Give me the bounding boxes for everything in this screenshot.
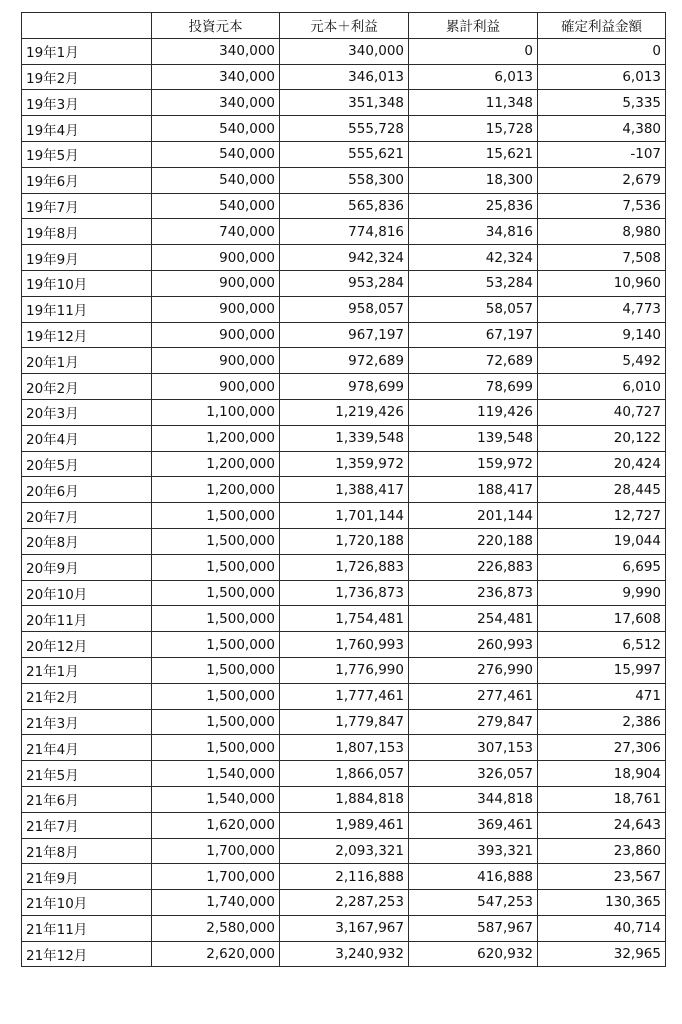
month-cell: 21年5月 — [22, 761, 152, 787]
month-cell: 19年3月 — [22, 90, 152, 116]
principal-cell: 1,500,000 — [152, 709, 280, 735]
table-row — [22, 399, 666, 425]
realized-profit-cell: 7,508 — [538, 245, 666, 271]
cumulative-profit-cell: 276,990 — [409, 657, 538, 683]
principal-plus-profit-cell: 1,884,818 — [280, 786, 409, 812]
realized-profit-cell: 40,727 — [538, 399, 666, 425]
realized-profit-cell: 6,010 — [538, 374, 666, 400]
realized-profit-cell: 12,727 — [538, 503, 666, 529]
cumulative-profit-cell: 15,621 — [409, 141, 538, 167]
realized-profit-cell: 19,044 — [538, 528, 666, 554]
principal-cell: 1,200,000 — [152, 425, 280, 451]
month-cell: 19年12月 — [22, 322, 152, 348]
table-row — [22, 374, 666, 400]
realized-profit-cell: -107 — [538, 141, 666, 167]
month-cell: 19年9月 — [22, 245, 152, 271]
month-cell: 20年5月 — [22, 451, 152, 477]
principal-plus-profit-cell: 1,219,426 — [280, 399, 409, 425]
realized-profit-cell: 2,679 — [538, 167, 666, 193]
principal-plus-profit-cell: 1,866,057 — [280, 761, 409, 787]
month-cell: 19年8月 — [22, 219, 152, 245]
month-cell: 21年7月 — [22, 812, 152, 838]
principal-cell: 540,000 — [152, 167, 280, 193]
table-row — [22, 38, 666, 64]
cumulative-profit-cell: 58,057 — [409, 296, 538, 322]
principal-cell: 1,500,000 — [152, 657, 280, 683]
month-cell: 21年11月 — [22, 915, 152, 941]
realized-profit-cell: 6,512 — [538, 632, 666, 658]
table-row — [22, 864, 666, 890]
principal-plus-profit-cell: 1,701,144 — [280, 503, 409, 529]
month-cell: 20年8月 — [22, 528, 152, 554]
table-row — [22, 451, 666, 477]
table-row — [22, 219, 666, 245]
principal-cell: 1,200,000 — [152, 451, 280, 477]
table-row — [22, 503, 666, 529]
cumulative-profit-cell: 369,461 — [409, 812, 538, 838]
table-row — [22, 425, 666, 451]
realized-profit-cell: 18,904 — [538, 761, 666, 787]
month-cell: 19年7月 — [22, 193, 152, 219]
month-cell: 21年12月 — [22, 941, 152, 967]
principal-cell: 1,100,000 — [152, 399, 280, 425]
table-row — [22, 90, 666, 116]
principal-cell: 1,200,000 — [152, 477, 280, 503]
principal-plus-profit-cell: 1,779,847 — [280, 709, 409, 735]
principal-plus-profit-cell: 340,000 — [280, 38, 409, 64]
principal-plus-profit-cell: 1,339,548 — [280, 425, 409, 451]
principal-cell: 740,000 — [152, 219, 280, 245]
realized-profit-cell: 7,536 — [538, 193, 666, 219]
principal-plus-profit-cell: 967,197 — [280, 322, 409, 348]
table-row — [22, 683, 666, 709]
principal-plus-profit-cell: 1,359,972 — [280, 451, 409, 477]
principal-cell: 340,000 — [152, 38, 280, 64]
principal-plus-profit-cell: 558,300 — [280, 167, 409, 193]
table-row — [22, 606, 666, 632]
table-row — [22, 167, 666, 193]
cumulative-profit-cell: 72,689 — [409, 348, 538, 374]
table-row — [22, 193, 666, 219]
realized-profit-cell: 20,122 — [538, 425, 666, 451]
principal-plus-profit-cell: 1,760,993 — [280, 632, 409, 658]
table-row — [22, 812, 666, 838]
header-principal: 投資元本 — [152, 13, 280, 39]
table-row — [22, 657, 666, 683]
cumulative-profit-cell: 620,932 — [409, 941, 538, 967]
principal-cell: 540,000 — [152, 116, 280, 142]
month-cell: 21年8月 — [22, 838, 152, 864]
principal-plus-profit-cell: 774,816 — [280, 219, 409, 245]
cumulative-profit-cell: 159,972 — [409, 451, 538, 477]
table-row — [22, 941, 666, 967]
principal-cell: 1,700,000 — [152, 838, 280, 864]
realized-profit-cell: 4,380 — [538, 116, 666, 142]
realized-profit-cell: 23,567 — [538, 864, 666, 890]
month-cell: 20年3月 — [22, 399, 152, 425]
principal-plus-profit-cell: 351,348 — [280, 90, 409, 116]
month-cell: 20年2月 — [22, 374, 152, 400]
month-cell: 21年6月 — [22, 786, 152, 812]
realized-profit-cell: 471 — [538, 683, 666, 709]
cumulative-profit-cell: 326,057 — [409, 761, 538, 787]
principal-plus-profit-cell: 555,621 — [280, 141, 409, 167]
principal-plus-profit-cell: 1,776,990 — [280, 657, 409, 683]
month-cell: 21年10月 — [22, 890, 152, 916]
month-cell: 19年5月 — [22, 141, 152, 167]
principal-plus-profit-cell: 1,726,883 — [280, 554, 409, 580]
month-cell: 20年12月 — [22, 632, 152, 658]
principal-cell: 1,620,000 — [152, 812, 280, 838]
principal-cell: 1,500,000 — [152, 503, 280, 529]
cumulative-profit-cell: 416,888 — [409, 864, 538, 890]
month-cell: 19年2月 — [22, 64, 152, 90]
cumulative-profit-cell: 188,417 — [409, 477, 538, 503]
principal-plus-profit-cell: 1,720,188 — [280, 528, 409, 554]
realized-profit-cell: 28,445 — [538, 477, 666, 503]
principal-plus-profit-cell: 3,167,967 — [280, 915, 409, 941]
header-row — [22, 13, 666, 39]
realized-profit-cell: 23,860 — [538, 838, 666, 864]
principal-cell: 900,000 — [152, 296, 280, 322]
table-row — [22, 580, 666, 606]
realized-profit-cell: 130,365 — [538, 890, 666, 916]
header-cumulative-profit: 累計利益 — [409, 13, 538, 39]
realized-profit-cell: 32,965 — [538, 941, 666, 967]
principal-cell: 1,700,000 — [152, 864, 280, 890]
realized-profit-cell: 9,990 — [538, 580, 666, 606]
principal-cell: 1,500,000 — [152, 554, 280, 580]
cumulative-profit-cell: 42,324 — [409, 245, 538, 271]
cumulative-profit-cell: 393,321 — [409, 838, 538, 864]
cumulative-profit-cell: 34,816 — [409, 219, 538, 245]
realized-profit-cell: 6,013 — [538, 64, 666, 90]
cumulative-profit-cell: 11,348 — [409, 90, 538, 116]
principal-plus-profit-cell: 972,689 — [280, 348, 409, 374]
month-cell: 21年4月 — [22, 735, 152, 761]
realized-profit-cell: 5,335 — [538, 90, 666, 116]
cumulative-profit-cell: 0 — [409, 38, 538, 64]
month-cell: 21年3月 — [22, 709, 152, 735]
cumulative-profit-cell: 344,818 — [409, 786, 538, 812]
month-cell: 20年7月 — [22, 503, 152, 529]
month-cell: 19年1月 — [22, 38, 152, 64]
principal-plus-profit-cell: 1,388,417 — [280, 477, 409, 503]
table-row — [22, 270, 666, 296]
principal-plus-profit-cell: 1,807,153 — [280, 735, 409, 761]
realized-profit-cell: 17,608 — [538, 606, 666, 632]
month-cell: 20年9月 — [22, 554, 152, 580]
table-row — [22, 761, 666, 787]
principal-cell: 540,000 — [152, 141, 280, 167]
table-row — [22, 554, 666, 580]
principal-cell: 900,000 — [152, 374, 280, 400]
cumulative-profit-cell: 547,253 — [409, 890, 538, 916]
cumulative-profit-cell: 279,847 — [409, 709, 538, 735]
realized-profit-cell: 24,643 — [538, 812, 666, 838]
principal-plus-profit-cell: 555,728 — [280, 116, 409, 142]
principal-cell: 900,000 — [152, 348, 280, 374]
cumulative-profit-cell: 15,728 — [409, 116, 538, 142]
principal-cell: 340,000 — [152, 64, 280, 90]
table-row — [22, 141, 666, 167]
cumulative-profit-cell: 587,967 — [409, 915, 538, 941]
table-row — [22, 915, 666, 941]
principal-plus-profit-cell: 953,284 — [280, 270, 409, 296]
month-cell: 20年10月 — [22, 580, 152, 606]
realized-profit-cell: 40,714 — [538, 915, 666, 941]
header-realized-profit: 確定利益金額 — [538, 13, 666, 39]
month-cell: 19年4月 — [22, 116, 152, 142]
principal-plus-profit-cell: 2,287,253 — [280, 890, 409, 916]
month-cell: 20年6月 — [22, 477, 152, 503]
principal-plus-profit-cell: 942,324 — [280, 245, 409, 271]
principal-plus-profit-cell: 2,116,888 — [280, 864, 409, 890]
realized-profit-cell: 10,960 — [538, 270, 666, 296]
principal-cell: 1,540,000 — [152, 786, 280, 812]
realized-profit-cell: 18,761 — [538, 786, 666, 812]
table-row — [22, 890, 666, 916]
cumulative-profit-cell: 236,873 — [409, 580, 538, 606]
header-month — [22, 13, 152, 39]
table-row — [22, 116, 666, 142]
table-row — [22, 296, 666, 322]
principal-cell: 2,580,000 — [152, 915, 280, 941]
table-row — [22, 528, 666, 554]
principal-plus-profit-cell: 958,057 — [280, 296, 409, 322]
realized-profit-cell: 8,980 — [538, 219, 666, 245]
table-row — [22, 245, 666, 271]
principal-plus-profit-cell: 346,013 — [280, 64, 409, 90]
cumulative-profit-cell: 139,548 — [409, 425, 538, 451]
principal-cell: 1,500,000 — [152, 528, 280, 554]
realized-profit-cell: 2,386 — [538, 709, 666, 735]
month-cell: 20年4月 — [22, 425, 152, 451]
cumulative-profit-cell: 25,836 — [409, 193, 538, 219]
realized-profit-cell: 20,424 — [538, 451, 666, 477]
table-row — [22, 786, 666, 812]
month-cell: 19年10月 — [22, 270, 152, 296]
principal-cell: 1,500,000 — [152, 606, 280, 632]
month-cell: 20年11月 — [22, 606, 152, 632]
principal-cell: 540,000 — [152, 193, 280, 219]
cumulative-profit-cell: 6,013 — [409, 64, 538, 90]
principal-plus-profit-cell: 565,836 — [280, 193, 409, 219]
realized-profit-cell: 9,140 — [538, 322, 666, 348]
cumulative-profit-cell: 53,284 — [409, 270, 538, 296]
table-row — [22, 477, 666, 503]
month-cell: 21年9月 — [22, 864, 152, 890]
table-row — [22, 322, 666, 348]
realized-profit-cell: 27,306 — [538, 735, 666, 761]
principal-cell: 900,000 — [152, 245, 280, 271]
principal-plus-profit-cell: 1,777,461 — [280, 683, 409, 709]
principal-cell: 2,620,000 — [152, 941, 280, 967]
principal-cell: 1,500,000 — [152, 735, 280, 761]
realized-profit-cell: 0 — [538, 38, 666, 64]
investment-table — [21, 12, 666, 967]
realized-profit-cell: 15,997 — [538, 657, 666, 683]
table-header — [22, 13, 666, 39]
principal-plus-profit-cell: 3,240,932 — [280, 941, 409, 967]
principal-cell: 900,000 — [152, 270, 280, 296]
month-cell: 21年1月 — [22, 657, 152, 683]
cumulative-profit-cell: 119,426 — [409, 399, 538, 425]
table-row — [22, 64, 666, 90]
month-cell: 20年1月 — [22, 348, 152, 374]
realized-profit-cell: 4,773 — [538, 296, 666, 322]
principal-plus-profit-cell: 1,754,481 — [280, 606, 409, 632]
cumulative-profit-cell: 18,300 — [409, 167, 538, 193]
principal-cell: 1,500,000 — [152, 580, 280, 606]
realized-profit-cell: 6,695 — [538, 554, 666, 580]
header-principal-plus-profit: 元本＋利益 — [280, 13, 409, 39]
cumulative-profit-cell: 226,883 — [409, 554, 538, 580]
cumulative-profit-cell: 254,481 — [409, 606, 538, 632]
cumulative-profit-cell: 201,144 — [409, 503, 538, 529]
principal-cell: 1,500,000 — [152, 683, 280, 709]
month-cell: 19年11月 — [22, 296, 152, 322]
principal-plus-profit-cell: 1,989,461 — [280, 812, 409, 838]
principal-cell: 900,000 — [152, 322, 280, 348]
table-row — [22, 348, 666, 374]
principal-cell: 1,540,000 — [152, 761, 280, 787]
principal-cell: 1,740,000 — [152, 890, 280, 916]
principal-cell: 340,000 — [152, 90, 280, 116]
cumulative-profit-cell: 307,153 — [409, 735, 538, 761]
table-row — [22, 709, 666, 735]
cumulative-profit-cell: 277,461 — [409, 683, 538, 709]
month-cell: 21年2月 — [22, 683, 152, 709]
cumulative-profit-cell: 260,993 — [409, 632, 538, 658]
month-cell: 19年6月 — [22, 167, 152, 193]
principal-plus-profit-cell: 1,736,873 — [280, 580, 409, 606]
table-body — [22, 38, 666, 967]
cumulative-profit-cell: 67,197 — [409, 322, 538, 348]
table-row — [22, 838, 666, 864]
principal-plus-profit-cell: 2,093,321 — [280, 838, 409, 864]
principal-cell: 1,500,000 — [152, 632, 280, 658]
cumulative-profit-cell: 78,699 — [409, 374, 538, 400]
table-row — [22, 735, 666, 761]
realized-profit-cell: 5,492 — [538, 348, 666, 374]
principal-plus-profit-cell: 978,699 — [280, 374, 409, 400]
table-row — [22, 632, 666, 658]
cumulative-profit-cell: 220,188 — [409, 528, 538, 554]
